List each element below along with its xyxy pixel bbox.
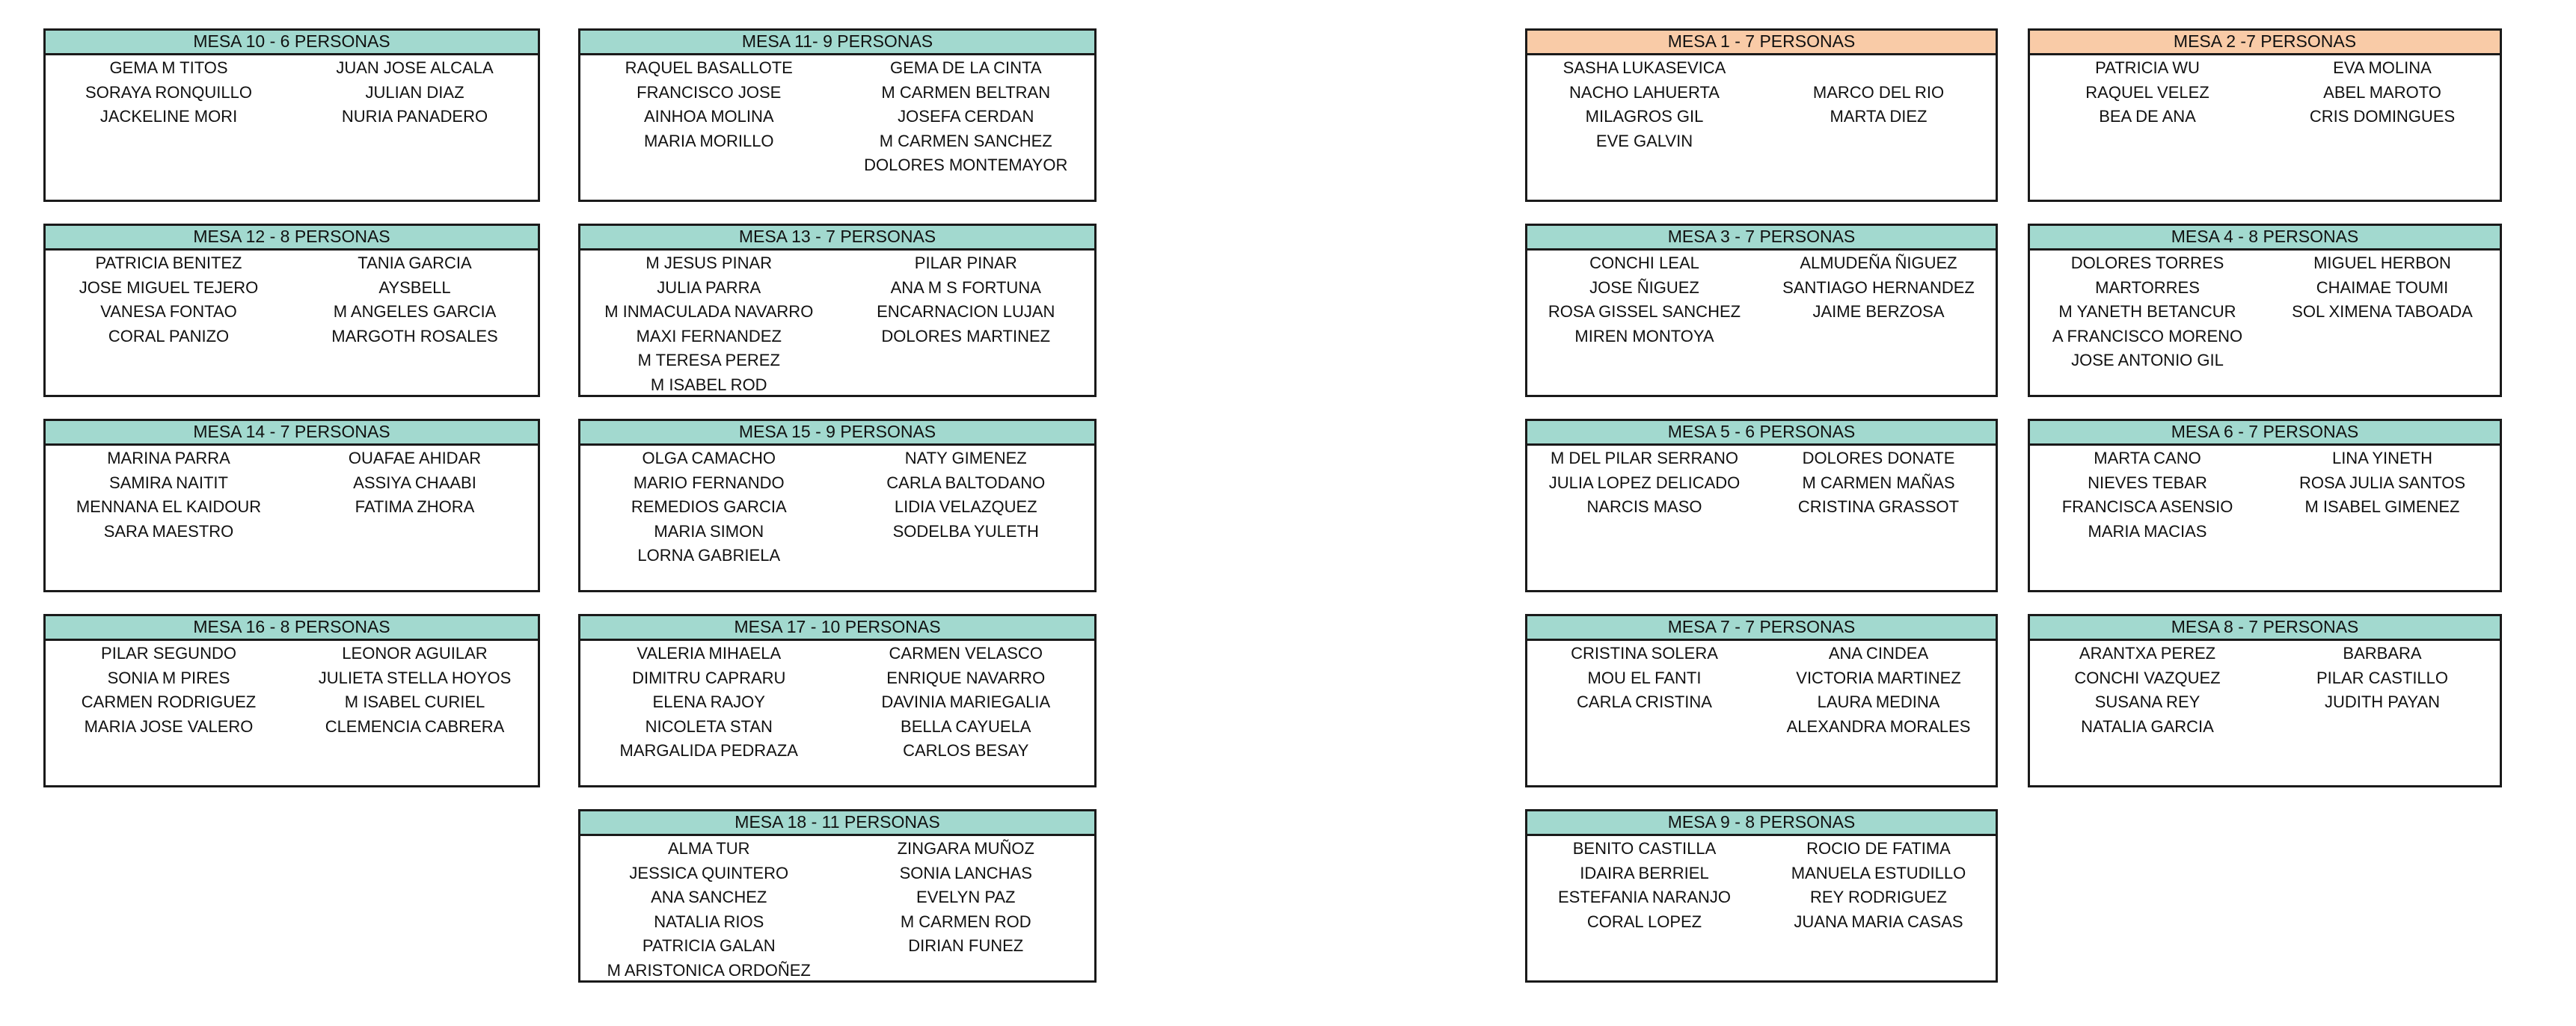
guest-name: NACHO LAHUERTA — [1569, 82, 1720, 102]
guest-name: MARIO FERNANDO — [633, 473, 785, 492]
guest-name: M ISABEL GIMENEZ — [2304, 497, 2460, 516]
guest-name: NARCIS MASO — [1586, 497, 1702, 516]
guest-name: VICTORIA MARTINEZ — [1796, 668, 1961, 687]
guest-name: MARGOTH ROSALES — [331, 326, 498, 345]
guest-name: IDAIRA BERRIEL — [1580, 863, 1709, 882]
guest-name: AYSBELL — [378, 277, 451, 297]
guest-list — [2030, 251, 2500, 373]
guest-name: VALERIA MIHAELA — [637, 644, 782, 663]
table-header: MESA 5 - 6 PERSONAS — [1527, 421, 1996, 446]
guest-name: M CARMEN ROD — [900, 912, 1031, 931]
guest-name: MARCO DEL RIO — [1812, 82, 1945, 102]
guest-name: MARTA CANO — [2094, 449, 2201, 467]
guest-name: LEONOR AGUILAR — [342, 644, 488, 663]
guest-name: ABEL MAROTO — [2323, 82, 2441, 102]
table-header: MESA 8 - 7 PERSONAS — [2030, 616, 2500, 641]
guest-list — [580, 251, 1094, 397]
guest-name: BELLA CAYUELA — [901, 716, 1031, 736]
guest-name: MAXI FERNANDEZ — [636, 326, 782, 345]
guest-name: CARLA BALTODANO — [886, 473, 1046, 492]
guest-name: ALEXANDRA MORALES — [1786, 716, 1971, 736]
table-card-mesa-17 — [578, 614, 1097, 787]
guest-list — [2030, 641, 2500, 739]
guest-name: JOSE ÑIGUEZ — [1589, 277, 1699, 297]
guest-name: SONIA LANCHAS — [899, 863, 1032, 882]
guest-name: LINA YINETH — [2331, 449, 2433, 467]
guest-name: ESTEFANIA NARANJO — [1557, 888, 1732, 906]
guest-name: M ISABEL ROD — [650, 375, 767, 394]
empty-seat-cell — [292, 520, 538, 544]
guest-list — [2030, 446, 2500, 544]
guest-name: EVA MOLINA — [2333, 58, 2432, 77]
guest-name: ROSA GISSEL SANCHEZ — [1548, 302, 1741, 321]
empty-seat-cell — [2265, 715, 2500, 740]
guest-name: JESSICA QUINTERO — [629, 863, 789, 882]
guest-name: FATIMA ZHORA — [355, 497, 475, 516]
guest-name: EVELYN PAZ — [916, 888, 1016, 906]
guest-name: JUDITH PAYAN — [2324, 692, 2440, 711]
empty-seat-cell — [838, 544, 1095, 568]
guest-list — [1527, 55, 1996, 153]
guest-list — [46, 446, 538, 544]
empty-seat-cell — [1761, 56, 1996, 81]
guest-name: AINHOA MOLINA — [643, 107, 774, 126]
guest-name: ANA CINDEA — [1828, 644, 1929, 663]
table-card-mesa-6 — [2028, 419, 2502, 592]
empty-seat-cell — [1761, 325, 1996, 349]
guest-name: CORAL LOPEZ — [1586, 912, 1702, 931]
guest-name: MENNANA EL KAIDOUR — [76, 497, 262, 516]
guest-name: ENRIQUE NAVARRO — [886, 668, 1046, 687]
guest-name: PATRICIA WU — [2095, 58, 2200, 77]
empty-seat-cell — [1761, 129, 1996, 154]
guest-name: MARIA JOSE VALERO — [84, 716, 254, 736]
guest-name: OLGA CAMACHO — [642, 449, 776, 467]
guest-name: ELENA RAJOY — [652, 692, 765, 711]
guest-name: MANUELA ESTUDILLO — [1791, 863, 1966, 882]
guest-name: MOU EL FANTI — [1587, 668, 1702, 687]
guest-name: SAMIRA NAITIT — [109, 473, 228, 492]
guest-name: DIRIAN FUNEZ — [908, 936, 1024, 955]
guest-name: SUSANA REY — [2094, 692, 2201, 711]
table-card-mesa-14 — [43, 419, 540, 592]
guest-name: EVE GALVIN — [1595, 131, 1693, 150]
guest-name: ASSIYA CHAABI — [353, 473, 476, 492]
guest-name: PILAR SEGUNDO — [101, 644, 236, 663]
guest-name: DAVINIA MARIEGALIA — [881, 692, 1051, 711]
guest-name: M CARMEN BELTRAN — [881, 82, 1051, 102]
guest-name: CARLOS BESAY — [903, 741, 1029, 760]
guest-name: MARIA MORILLO — [643, 131, 774, 150]
table-header: MESA 9 - 8 PERSONAS — [1527, 811, 1996, 836]
table-header: MESA 7 - 7 PERSONAS — [1527, 616, 1996, 641]
guest-name: PILAR CASTILLO — [2316, 668, 2449, 687]
table-card-mesa-10 — [43, 28, 540, 202]
guest-name: CARLA CRISTINA — [1577, 692, 1712, 711]
guest-name: GEMA M TITOS — [109, 58, 228, 77]
guest-name: DIMITRU CAPRARU — [632, 668, 786, 687]
table-header: MESA 6 - 7 PERSONAS — [2030, 421, 2500, 446]
guest-name: MARIA SIMON — [654, 521, 764, 541]
table-header: MESA 1 - 7 PERSONAS — [1527, 31, 1996, 55]
guest-name: CRIS DOMINGUES — [2309, 107, 2456, 126]
guest-name: CRISTINA SOLERA — [1571, 644, 1718, 663]
guest-name: FRANCISCO JOSE — [637, 82, 782, 102]
empty-seat-cell — [2265, 348, 2500, 373]
guest-name: M JESUS PINAR — [645, 254, 773, 272]
guest-name: MARINA PARRA — [107, 449, 230, 467]
guest-list — [580, 836, 1094, 983]
table-card-mesa-16 — [43, 614, 540, 787]
guest-name: CRISTINA GRASSOT — [1797, 497, 1960, 516]
guest-name: A FRANCISCO MORENO — [2052, 326, 2243, 345]
guest-name: JUAN JOSE ALCALA — [336, 58, 494, 77]
guest-name: DOLORES MARTINEZ — [881, 326, 1051, 345]
table-card-mesa-11 — [578, 28, 1097, 202]
table-card-mesa-4 — [2028, 224, 2502, 397]
guest-name: NATALIA RIOS — [654, 912, 764, 931]
guest-name: ANA M S FORTUNA — [890, 277, 1041, 297]
guest-name: ROSA JULIA SANTOS — [2299, 473, 2466, 492]
guest-name: NIEVES TEBAR — [2088, 473, 2207, 492]
empty-seat-cell — [1527, 715, 1761, 740]
guest-name: OUAFAE AHIDAR — [348, 449, 482, 467]
guest-name: JULIA PARRA — [657, 277, 761, 297]
guest-name: ALMA TUR — [667, 839, 750, 858]
guest-name: LAURA MEDINA — [1817, 692, 1940, 711]
guest-name: JACKELINE MORI — [99, 107, 238, 126]
table-header: MESA 14 - 7 PERSONAS — [46, 421, 538, 446]
guest-name: LIDIA VELAZQUEZ — [894, 497, 1037, 516]
guest-name: MARTA DIEZ — [1830, 107, 1928, 126]
guest-name: NATALIA GARCIA — [2081, 716, 2214, 736]
guest-name: MARIA MACIAS — [2088, 521, 2207, 541]
guest-name: MIGUEL HERBON — [2313, 254, 2451, 272]
table-header: MESA 10 - 6 PERSONAS — [46, 31, 538, 55]
guest-name: SOL XIMENA TABOADA — [2292, 302, 2473, 321]
guest-name: ZINGARA MUÑOZ — [897, 839, 1034, 858]
guest-name: TANIA GARCIA — [358, 254, 472, 272]
table-header: MESA 3 - 7 PERSONAS — [1527, 226, 1996, 251]
guest-name: JULIAN DIAZ — [365, 82, 464, 102]
guest-name: NICOLETA STAN — [645, 716, 773, 736]
table-card-mesa-12 — [43, 224, 540, 397]
table-card-mesa-9 — [1525, 809, 1998, 983]
guest-list — [1527, 641, 1996, 739]
guest-name: MARGALIDA PEDRAZA — [619, 741, 798, 760]
guest-name: CHAIMAE TOUMI — [2316, 277, 2449, 297]
guest-list — [46, 251, 538, 348]
guest-name: CONCHI VAZQUEZ — [2074, 668, 2221, 687]
guest-name: VANESA FONTAO — [100, 302, 237, 321]
guest-name: MILAGROS GIL — [1585, 107, 1704, 126]
guest-name: M DEL PILAR SERRANO — [1550, 449, 1739, 467]
guest-name: NURIA PANADERO — [341, 107, 488, 126]
guest-list — [580, 446, 1094, 568]
guest-name: BENITO CASTILLA — [1572, 839, 1717, 858]
guest-name: RAQUEL BASALLOTE — [625, 58, 793, 77]
guest-name: CORAL PANIZO — [108, 326, 230, 345]
guest-list — [46, 641, 538, 739]
guest-name: JULIA LOPEZ DELICADO — [1548, 473, 1741, 492]
empty-seat-cell — [838, 959, 1095, 983]
guest-name: BARBARA — [2343, 644, 2422, 663]
guest-name: RAQUEL VELEZ — [2085, 82, 2209, 102]
guest-name: DOLORES DONATE — [1802, 449, 1955, 467]
empty-seat-cell — [838, 373, 1095, 398]
guest-name: M CARMEN MAÑAS — [1802, 473, 1955, 492]
guest-name: MIREN MONTOYA — [1574, 326, 1714, 345]
table-header: MESA 16 - 8 PERSONAS — [46, 616, 538, 641]
guest-name: M INMACULADA NAVARRO — [604, 302, 814, 321]
guest-name: ROCIO DE FATIMA — [1806, 839, 1951, 858]
guest-name: JOSEFA CERDAN — [898, 107, 1034, 126]
table-card-mesa-7 — [1525, 614, 1998, 787]
guest-name: BEA DE ANA — [2099, 107, 2196, 126]
empty-seat-cell — [838, 348, 1095, 373]
guest-name: SODELBA YULETH — [892, 521, 1039, 541]
table-card-mesa-13 — [578, 224, 1097, 397]
guest-name: CARMEN RODRIGUEZ — [81, 692, 257, 711]
guest-name: NATY GIMENEZ — [904, 449, 1027, 467]
guest-name: CLEMENCIA CABRERA — [325, 716, 505, 736]
guest-name: FRANCISCA ASENSIO — [2061, 497, 2233, 516]
table-header: MESA 11- 9 PERSONAS — [580, 31, 1094, 55]
guest-name: ENCARNACION LUJAN — [877, 302, 1055, 321]
table-header: MESA 4 - 8 PERSONAS — [2030, 226, 2500, 251]
table-card-mesa-18 — [578, 809, 1097, 983]
guest-name: M YANETH BETANCUR — [2058, 302, 2236, 321]
table-card-mesa-3 — [1525, 224, 1998, 397]
guest-name: M CARMEN SANCHEZ — [879, 131, 1052, 150]
guest-name: CONCHI LEAL — [1589, 254, 1699, 272]
table-header: MESA 2 -7 PERSONAS — [2030, 31, 2500, 55]
guest-name: JUANA MARIA CASAS — [1794, 912, 1963, 931]
guest-name: CARMEN VELASCO — [889, 644, 1043, 663]
guest-name: MARTORRES — [2095, 277, 2200, 297]
guest-name: GEMA DE LA CINTA — [889, 58, 1042, 77]
guest-name: DOLORES MONTEMAYOR — [864, 156, 1068, 174]
table-card-mesa-8 — [2028, 614, 2502, 787]
guest-name: SANTIAGO HERNANDEZ — [1782, 277, 1975, 297]
guest-list — [580, 55, 1094, 178]
table-card-mesa-5 — [1525, 419, 1998, 592]
table-header: MESA 12 - 8 PERSONAS — [46, 226, 538, 251]
guest-name: ALMUDEÑA ÑIGUEZ — [1800, 254, 1957, 272]
guest-name: SORAYA RONQUILLO — [85, 82, 252, 102]
guest-name: PATRICIA BENITEZ — [95, 254, 242, 272]
table-card-mesa-1 — [1525, 28, 1998, 202]
guest-list — [46, 55, 538, 129]
guest-name: DOLORES TORRES — [2070, 254, 2224, 272]
guest-name: ANA SANCHEZ — [651, 888, 767, 906]
table-header: MESA 17 - 10 PERSONAS — [580, 616, 1094, 641]
guest-name: LORNA GABRIELA — [637, 546, 781, 565]
guest-list — [1527, 446, 1996, 520]
guest-list — [2030, 55, 2500, 129]
guest-name: SONIA M PIRES — [107, 668, 230, 687]
guest-name: ARANTXA PEREZ — [2079, 644, 2216, 663]
empty-seat-cell — [580, 153, 838, 178]
guest-name: REMEDIOS GARCIA — [631, 497, 787, 516]
table-header: MESA 15 - 9 PERSONAS — [580, 421, 1094, 446]
table-header: MESA 13 - 7 PERSONAS — [580, 226, 1094, 251]
guest-list — [1527, 251, 1996, 348]
guest-name: JOSE MIGUEL TEJERO — [79, 277, 259, 297]
table-card-mesa-15 — [578, 419, 1097, 592]
guest-name: PILAR PINAR — [914, 254, 1017, 272]
empty-seat-cell — [2265, 520, 2500, 544]
guest-name: SASHA LUKASEVICA — [1563, 58, 1726, 77]
guest-name: PATRICIA GALAN — [642, 936, 776, 955]
guest-name: M TERESA PEREZ — [637, 351, 780, 369]
guest-name: SARA MAESTRO — [103, 521, 234, 541]
guest-list — [580, 641, 1094, 764]
guest-name: M ISABEL CURIEL — [344, 692, 485, 711]
table-header: MESA 18 - 11 PERSONAS — [580, 811, 1094, 836]
guest-name: M ARISTONICA ORDOÑEZ — [607, 960, 811, 980]
guest-name: JOSE ANTONIO GIL — [2071, 351, 2224, 369]
empty-seat-cell — [2265, 325, 2500, 349]
guest-name: JAIME BERZOSA — [1812, 302, 1945, 321]
guest-name: M ANGELES GARCIA — [333, 302, 497, 321]
guest-name: JULIETA STELLA HOYOS — [318, 668, 512, 687]
table-card-mesa-2 — [2028, 28, 2502, 202]
guest-list — [1527, 836, 1996, 934]
guest-name: REY RODRIGUEZ — [1810, 888, 1947, 906]
